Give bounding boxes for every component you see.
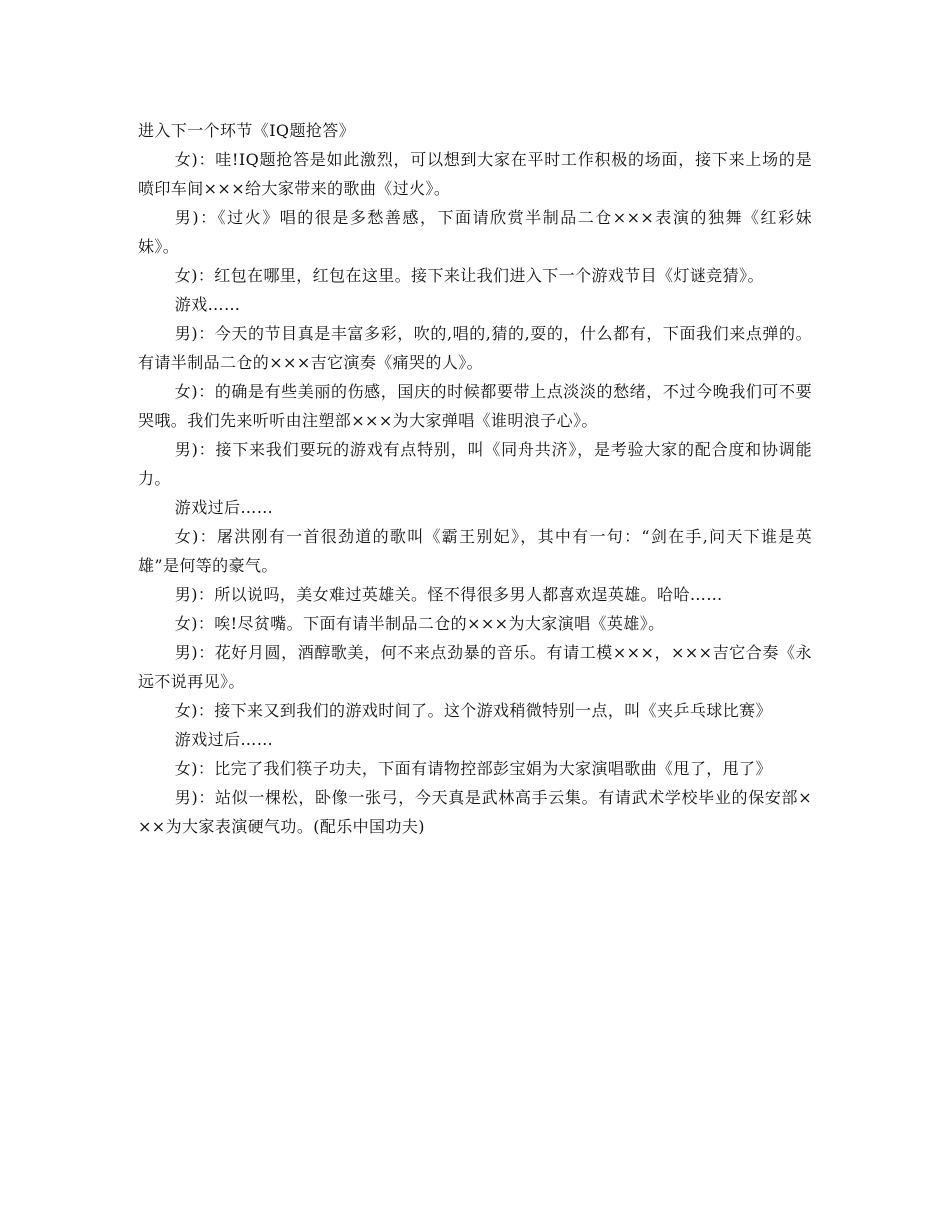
paragraph: 进入下一个环节《IQ题抢答》 (138, 121, 356, 140)
paragraph: 男)：今天的节目真是丰富多彩，吹的,唱的,猜的,耍的，什么都有，下面我们来点弹的。有请半制品二仓的×××吉它演奏《痛哭的人》。 (138, 324, 812, 372)
paragraph: 女)：红包在哪里，红包在这里。接下来让我们进入下一个游戏节目《灯谜竞猜》。 (174, 266, 764, 285)
paragraph: 游戏过后…… (174, 730, 274, 749)
paragraph: 男)：《过火》唱的很是多愁善感，下面请欣赏半制品二仓×××表演的独舞《红彩妹妹》。 (138, 208, 812, 256)
paragraph: 女)：的确是有些美丽的伤感，国庆的时候都要带上点淡淡的愁绪，不过今晚我们可不要哭哦。我们先来听听由注塑部×××为大家弹唱《谁明浪子心》。 (138, 382, 812, 430)
paragraph: 男)：接下来我们要玩的游戏有点特别，叫《同舟共济》，是考验大家的配合度和协调能力。 (138, 440, 812, 488)
paragraph: 男)：站似一棵松，卧像一张弓，今天真是武林高手云集。有请武术学校毕业的保安部×××为大家表演硬气功。(配乐中国功夫) (138, 788, 812, 836)
paragraph: 女)：哇!IQ题抢答是如此激烈，可以想到大家在平时工作积极的场面，接下来上场的是喷印车间×××给大家带来的歌曲《过火》。 (138, 150, 812, 198)
document-page (138, 116, 812, 841)
paragraph: 女)：屠洪刚有一首很劲道的歌叫《霸王别妃》，其中有一句：“剑在手,问天下谁是英雄”是何等的豪气。 (138, 527, 812, 575)
paragraph: 女)：唉!尽贫嘴。下面有请半制品二仓的×××为大家演唱《英雄》。 (174, 614, 665, 633)
paragraph: 男)：所以说吗，美女难过英雄关。怪不得很多男人都喜欢逞英雄。哈哈…… (174, 585, 723, 604)
paragraph: 游戏过后…… (174, 498, 274, 517)
paragraph: 游戏…… (174, 295, 241, 314)
paragraph: 女)：比完了我们筷子功夫，下面有请物控部彭宝娟为大家演唱歌曲《甩了，甩了》 (174, 759, 772, 778)
paragraph: 女)：接下来又到我们的游戏时间了。这个游戏稍微特别一点，叫《夹乒乓球比赛》 (174, 701, 772, 720)
paragraph: 男)：花好月圆，酒醇歌美，何不来点劲暴的音乐。有请工模×××，×××吉它合奏《永远不说再见》。 (138, 643, 812, 691)
